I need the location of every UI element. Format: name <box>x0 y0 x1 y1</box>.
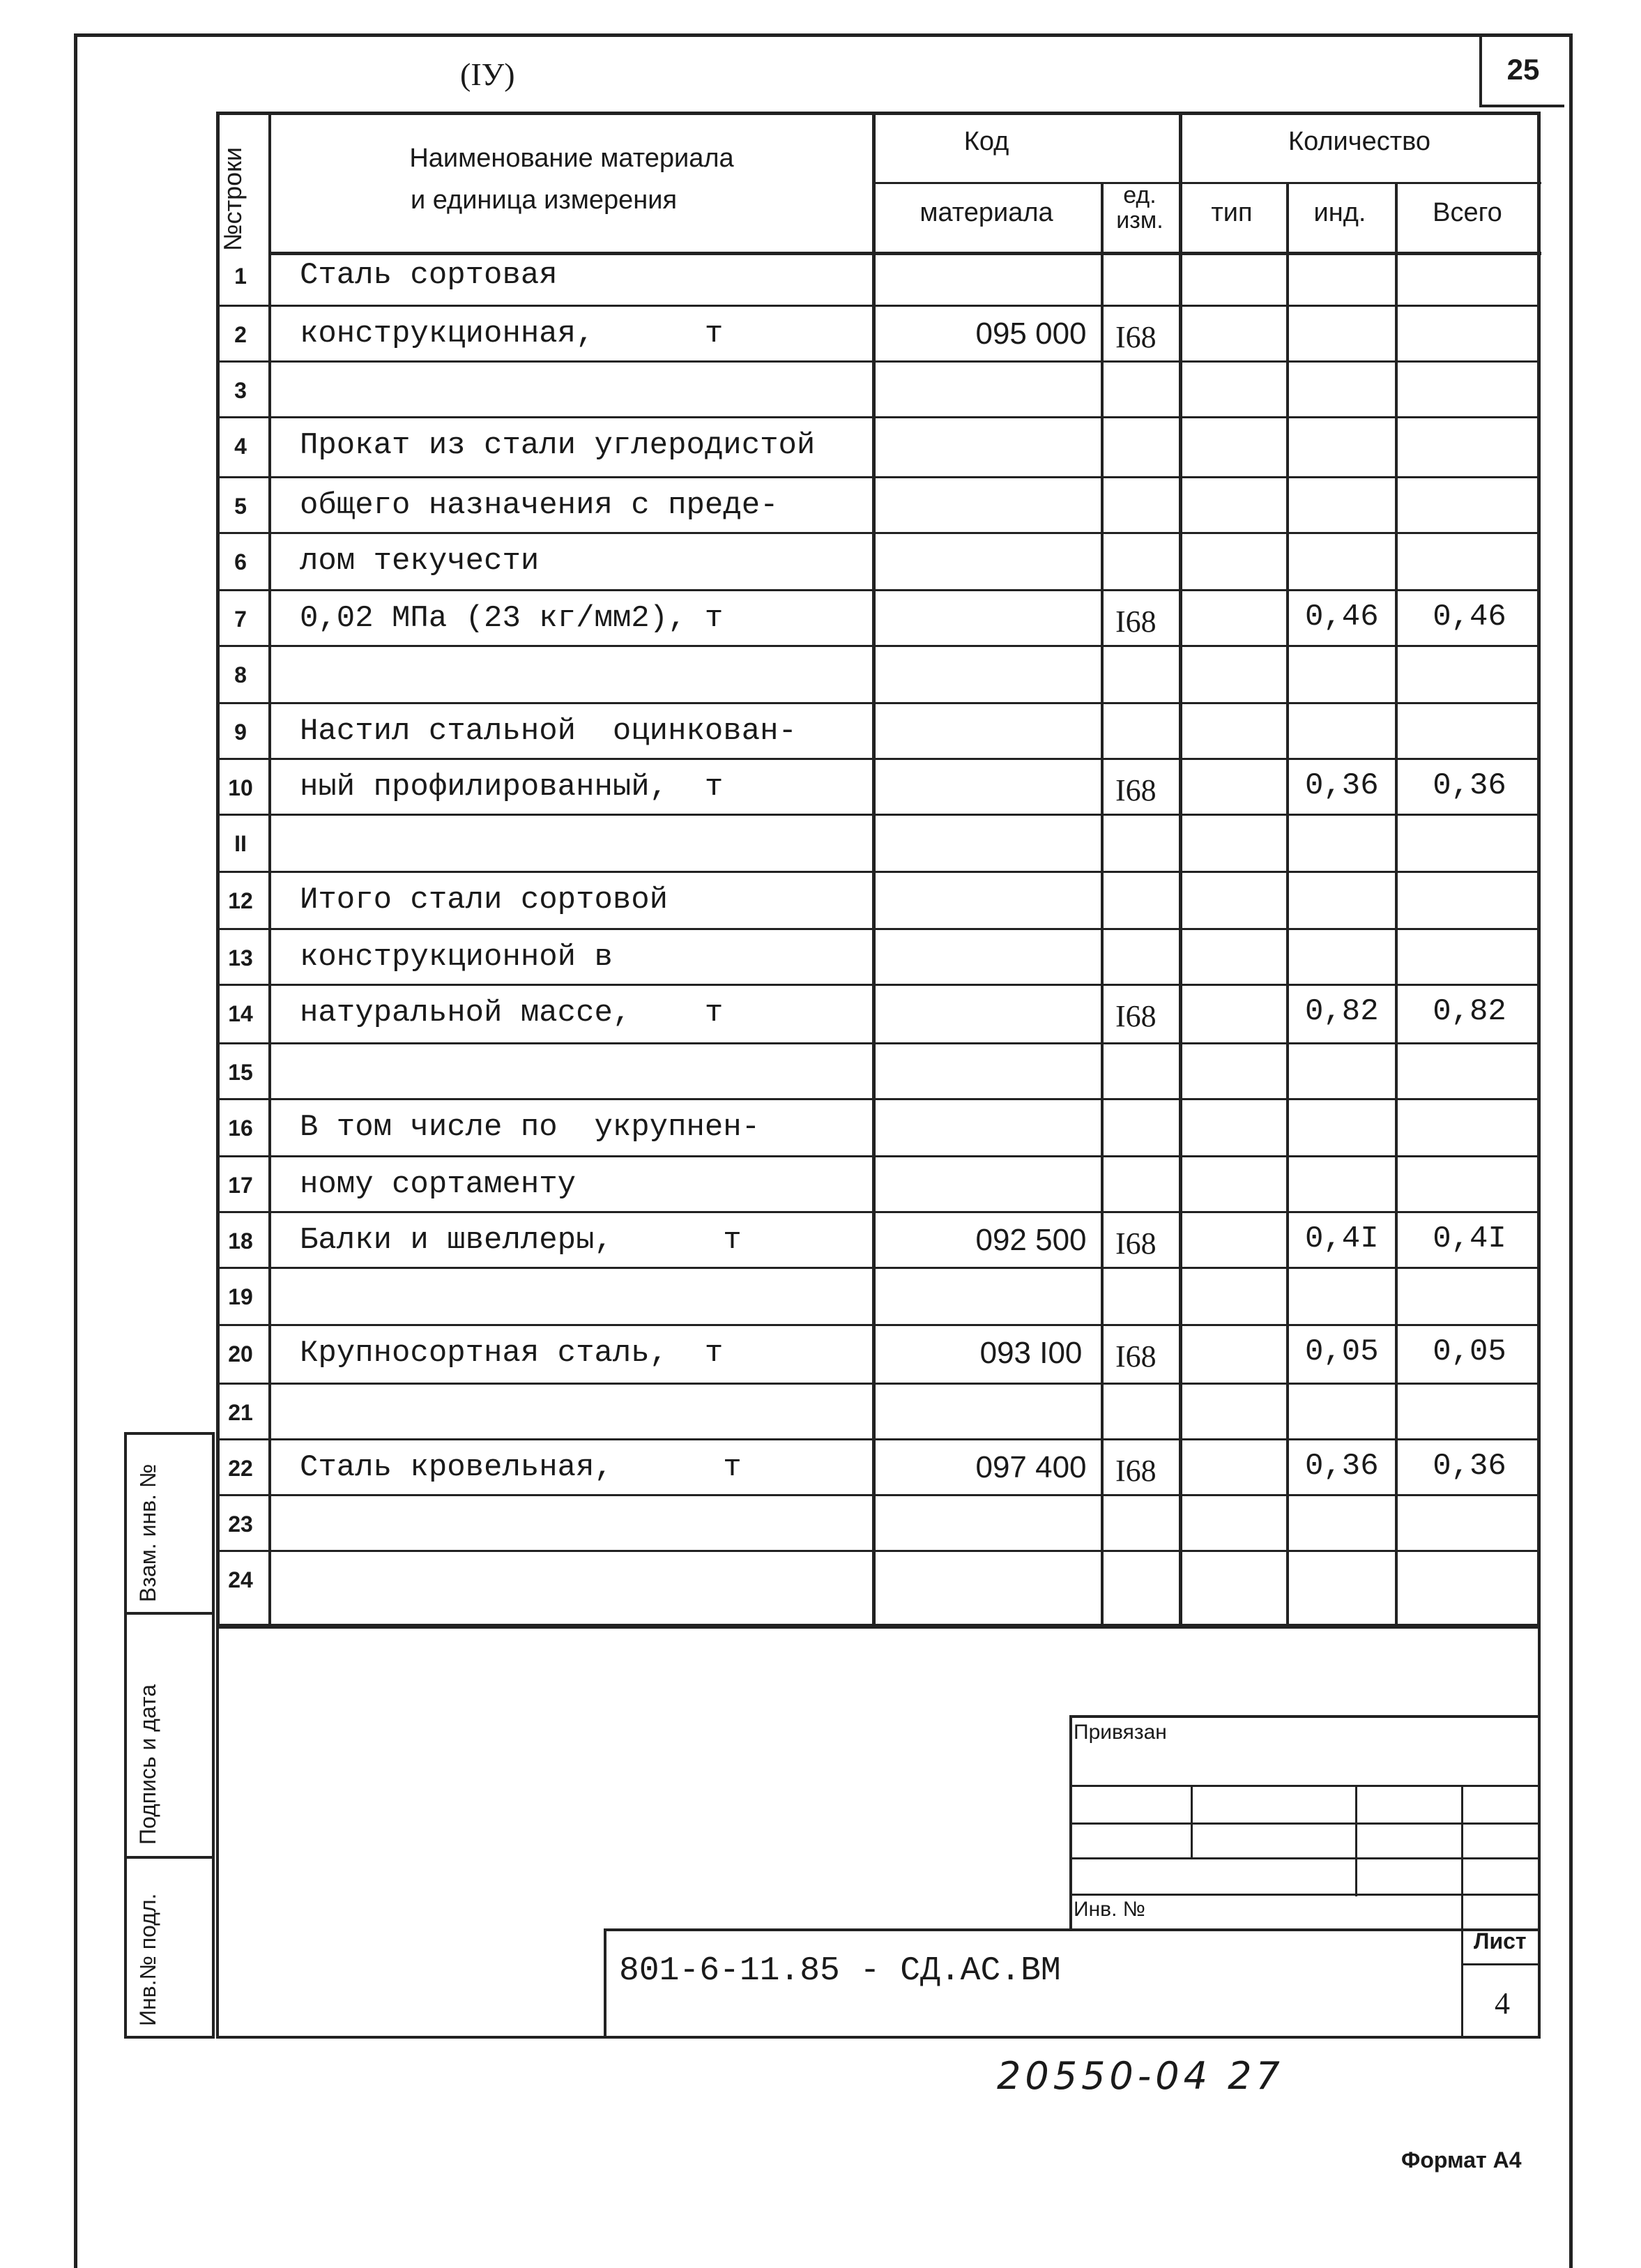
row-name: 0,02 МПа (23 кг/мм2), т <box>300 601 724 636</box>
format-label: Формат А4 <box>1401 2147 1522 2172</box>
row-number: 1 <box>234 264 247 289</box>
sheet-label: Лист <box>1474 1928 1527 1954</box>
row-number: 23 <box>228 1512 253 1537</box>
row-name: Сталь сортовая <box>300 258 558 293</box>
row-code: 095 000 <box>975 317 1087 351</box>
row-number: 6 <box>234 549 247 574</box>
row-name: ный профилированный, т <box>300 770 724 805</box>
row-number: 17 <box>228 1173 253 1198</box>
row-unit: I68 <box>1115 320 1157 354</box>
stamp-bound-label: Привязан <box>1074 1721 1167 1744</box>
inv-original-box <box>124 1856 215 2039</box>
row-number: 21 <box>228 1400 253 1425</box>
row-name: натуральной массе, т <box>300 996 724 1030</box>
row-ind: 0,36 <box>1305 768 1379 803</box>
signature-date-box <box>124 1612 215 1859</box>
row-unit: I68 <box>1115 1454 1157 1488</box>
header-code: Код <box>963 127 1009 156</box>
table-row <box>216 1269 1541 1326</box>
row-code: 092 500 <box>975 1223 1087 1257</box>
row-total: 0,36 <box>1433 768 1506 803</box>
row-name: Балки и швеллеры, т <box>300 1223 742 1258</box>
row-ind: 0,05 <box>1305 1334 1379 1369</box>
row-number: 14 <box>228 1001 253 1026</box>
row-total: 0,4I <box>1433 1221 1506 1256</box>
row-code: 097 400 <box>975 1450 1087 1484</box>
row-number: 15 <box>228 1060 253 1085</box>
row-number: 5 <box>234 494 247 519</box>
header-qty-total: Всего <box>1433 198 1502 227</box>
table-row <box>216 591 1541 647</box>
row-number: 10 <box>228 775 253 800</box>
row-unit: I68 <box>1115 999 1157 1033</box>
replaced-inv-label: Взам. инв. № <box>135 1463 160 1602</box>
row-total: 0,36 <box>1433 1449 1506 1484</box>
row-name: Настил стальной оцинкован- <box>300 714 797 749</box>
row-number: 3 <box>234 378 247 403</box>
row-number: 12 <box>228 888 253 913</box>
row-total: 0,82 <box>1433 994 1506 1029</box>
table-row <box>216 418 1541 478</box>
sheet-value: 4 <box>1495 1986 1510 2020</box>
row-name: конструкционной в <box>300 940 613 975</box>
row-name: В том числе по укрупнен- <box>300 1110 761 1145</box>
header-code-unit: ед. изм. <box>1116 182 1163 234</box>
row-number: 24 <box>228 1567 253 1592</box>
row-number: II <box>234 831 247 856</box>
header-material-name: Наименование материала <box>409 144 734 173</box>
section-label: (IУ) <box>460 56 515 92</box>
row-ind: 0,4I <box>1305 1221 1379 1256</box>
row-name: ному сортаменту <box>300 1167 577 1202</box>
replaced-inv-box <box>124 1432 215 1615</box>
row-number: 18 <box>228 1228 253 1254</box>
inv-original-label: Инв.№ подл. <box>135 1893 160 2026</box>
top-sheet-number: 25 <box>1479 35 1564 107</box>
table-row <box>216 1326 1541 1385</box>
row-unit: I68 <box>1115 604 1157 639</box>
table-row <box>216 363 1541 418</box>
handwritten-number: 20550-04 27 <box>997 2054 1284 2098</box>
row-number: 13 <box>228 945 253 971</box>
header-qty-ind: инд. <box>1313 198 1366 227</box>
row-number: 7 <box>234 607 247 632</box>
table-row <box>216 1044 1541 1100</box>
row-number: 9 <box>234 720 247 745</box>
header-material-unit: и единица измерения <box>410 185 678 215</box>
row-ind: 0,82 <box>1305 994 1379 1029</box>
row-ind: 0,36 <box>1305 1449 1379 1484</box>
table-row <box>216 816 1541 873</box>
table-row <box>216 1440 1541 1496</box>
row-code: 093 I00 <box>979 1336 1083 1370</box>
row-number: 22 <box>228 1456 253 1481</box>
table-row <box>216 1385 1541 1440</box>
row-number: 2 <box>234 322 247 347</box>
row-number: 20 <box>228 1341 253 1367</box>
table-row <box>216 1100 1541 1157</box>
table-row <box>216 873 1541 930</box>
row-unit: I68 <box>1115 773 1157 807</box>
row-name: конструкционная, т <box>300 317 724 351</box>
row-unit: I68 <box>1115 1226 1157 1261</box>
row-name: Крупносортная сталь, т <box>300 1336 724 1371</box>
row-name: Сталь кровельная, т <box>300 1450 742 1485</box>
row-name: общего назначения с преде- <box>300 488 779 523</box>
table-row <box>216 930 1541 986</box>
row-name: лом текучести <box>300 544 540 579</box>
row-name: Итого стали сортовой <box>300 883 669 918</box>
header-row-number: №строки <box>218 146 247 251</box>
table-row <box>216 307 1541 363</box>
header-quantity: Количество <box>1288 127 1431 156</box>
table-row <box>216 760 1541 816</box>
table-row <box>216 534 1541 591</box>
table-row <box>216 1552 1541 1629</box>
header-qty-type: тип <box>1211 198 1253 227</box>
stamp-inv-label: Инв. № <box>1074 1898 1145 1921</box>
table-row <box>216 248 1541 307</box>
table-row <box>216 1496 1541 1552</box>
table-row <box>216 986 1541 1044</box>
table-row <box>216 647 1541 704</box>
signature-date-label: Подпись и дата <box>135 1684 160 1845</box>
table-row <box>216 704 1541 760</box>
table-row <box>216 478 1541 534</box>
table-row <box>216 1157 1541 1213</box>
row-total: 0,46 <box>1433 600 1506 634</box>
header-code-material: материала <box>919 198 1053 227</box>
row-number: 8 <box>234 662 247 687</box>
row-number: 16 <box>228 1116 253 1141</box>
table-row <box>216 1213 1541 1269</box>
row-name: Прокат из стали углеродистой <box>300 428 816 463</box>
row-ind: 0,46 <box>1305 600 1379 634</box>
row-total: 0,05 <box>1433 1334 1506 1369</box>
row-number: 19 <box>228 1284 253 1309</box>
row-number: 4 <box>234 434 247 459</box>
document-code: 801-6-11.85 - СД.АС.ВМ <box>619 1952 1061 1990</box>
row-unit: I68 <box>1115 1339 1157 1373</box>
